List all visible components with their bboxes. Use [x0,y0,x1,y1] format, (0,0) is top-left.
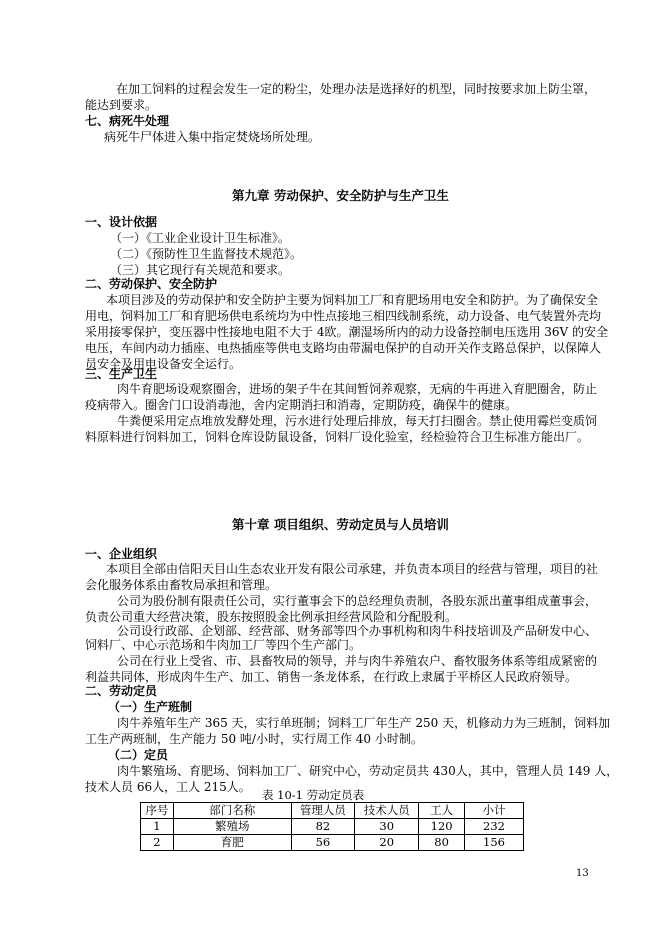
cell-department: 育肥 [173,835,291,851]
chapter-9-title: 第九章 劳动保护、安全防护与生产卫生 [232,188,449,203]
header-index: 序号 [141,803,174,819]
cell-technicians: 30 [355,819,419,835]
labor-protection-line-5: 员安全及用电设备安全运行。 [85,357,242,371]
header-technicians: 技术人员 [355,803,419,819]
heading-labor-protection: 二、劳动保护、安全防护 [85,277,218,291]
heading-production-hygiene: 三、生产卫生 [85,367,158,381]
shift-line-2: 工生产两班制，生产能力 50 吨/小时，实行周工作 40 小时制。 [85,732,423,746]
org-line-3: 公司为股份制有限责任公司，实行董事会下的总经理负责制，各股东派出董事组成董事会， [117,594,598,608]
table-caption: 表 10-1 劳动定员表 [262,788,365,802]
cell-subtotal: 232 [465,819,524,835]
org-line-1: 本项目全部由信阳天目山生态农业开发有限公司承建，并负责本项目的经营与管理，项目的社 [106,562,599,576]
header-managers: 管理人员 [291,803,355,819]
org-line-4: 负责公司重大经营决策，股东按照股金比例承担经营风险和分配股利。 [85,610,458,624]
table-header-row [141,803,524,819]
dust-paragraph-line-2: 能达到要求。 [85,98,158,112]
hygiene-line-3: 牛粪便采用定点堆放发酵处理，污水进行处理后排放，每天打扫圈舍。禁止使用霉烂变质饲 [117,414,598,428]
design-basis-item-1: （一）《工业企业设计卫生标准》。 [110,231,291,245]
org-line-8: 利益共同体，形成肉牛生产、加工、销售一条龙体系，在行政上隶属于平桥区人民政府领导。 [85,670,578,684]
cell-workers: 120 [419,819,465,835]
cell-technicians: 20 [355,835,419,851]
labor-protection-line-1: 本项目涉及的劳动保护和安全防护主要为饲料加工厂和育肥场用电安全和防护。为了确保安全 [106,293,599,307]
org-line-2: 会化服务体系由畜牧局承担和管理。 [85,578,278,592]
section-heading-dead-cattle: 七、病死牛处理 [85,114,170,128]
header-subtotal: 小计 [465,803,524,819]
header-workers: 工人 [419,803,465,819]
table-row [141,835,524,851]
table-row [141,819,524,835]
labor-protection-line-2: 用电，饲料加工厂和育肥场供电系统均为中性点接地三相四线制系统，动力设备、电气装置外壳均 [85,309,602,323]
org-line-5: 公司设行政部、企划部、经营部、财务部等四个办事机构和肉牛科技培训及产品研发中心、 [117,624,598,638]
dust-paragraph-line-1: 在加工饲料的过程会发生一定的粉尘，处理办法是选择好的机型，同时按要求加上防尘罩， [116,82,597,96]
quota-line-2: 技术人员 66人，工人 215人。 [85,780,251,794]
chapter-10-title: 第十章 项目组织、劳动定员与人员培训 [232,517,449,532]
cell-department: 繁殖场 [173,819,291,835]
shift-line-1: 肉牛养殖年生产 365 天，实行单班制；饲料工厂年生产 250 天，机修动力为三班制，饲料加 [117,716,611,730]
org-line-6: 饲料厂、中心示范场和牛肉加工厂等四个生产部门。 [85,638,362,652]
design-basis-item-2: （二）《预防性卫生监督技术规范》。 [110,247,303,261]
cell-index: 2 [141,835,174,851]
org-line-7: 公司在行业上受省、市、县畜牧局的领导，并与肉牛养殖农户、畜牧服务体系等组成紧密的 [117,654,598,668]
cell-index: 1 [141,819,174,835]
hygiene-line-4: 料原料进行饲料加工，饲料仓库设防鼠设备，饲料厂设化验室，经检验符合卫生标准方能出厂。 [85,430,590,444]
cell-managers: 56 [291,835,355,851]
hygiene-line-2: 疫病带入。圈舍门口设消毒池，舍内定期消扫和消毒，定期防疫，确保牛的健康。 [85,398,518,412]
labor-protection-line-3: 采用接零保护，变压器中性接地电阻不大于 4欧。潮湿场所内的动力设备控制电压选用 36V 的安全 [85,325,609,339]
subheading-shift-system: （一）生产班制 [108,700,193,714]
heading-staffing: 二、劳动定员 [85,684,158,698]
cell-managers: 82 [291,819,355,835]
quota-line-1: 肉牛繁殖场、育肥场、饲料加工厂、研究中心，劳动定员共 430人，其中，管理人员 149 人， [117,764,619,778]
cell-subtotal: 156 [465,835,524,851]
hygiene-line-1: 肉牛育肥场设观察圈舍，进场的架子牛在其间暂饲养观察，无病的牛再进入育肥圈舍，防止 [117,382,598,396]
heading-enterprise-org: 一、企业组织 [85,547,158,561]
dead-cattle-paragraph: 病死牛尸体进入集中指定焚烧场所处理。 [104,130,321,144]
heading-design-basis: 一、设计依据 [85,215,158,229]
design-basis-item-3: （三）其它现行有关规范和要求。 [110,263,291,277]
labor-protection-line-4: 电压，车间内动力插座、电热插座等供电支路均由带漏电保护的自动开关作支路总保护，以保障人 [85,341,602,355]
page-number: 13 [576,868,589,879]
subheading-staffing-quota: （二）定员 [108,748,169,762]
staffing-table [140,802,524,851]
header-department: 部门名称 [173,803,291,819]
cell-workers: 80 [419,835,465,851]
